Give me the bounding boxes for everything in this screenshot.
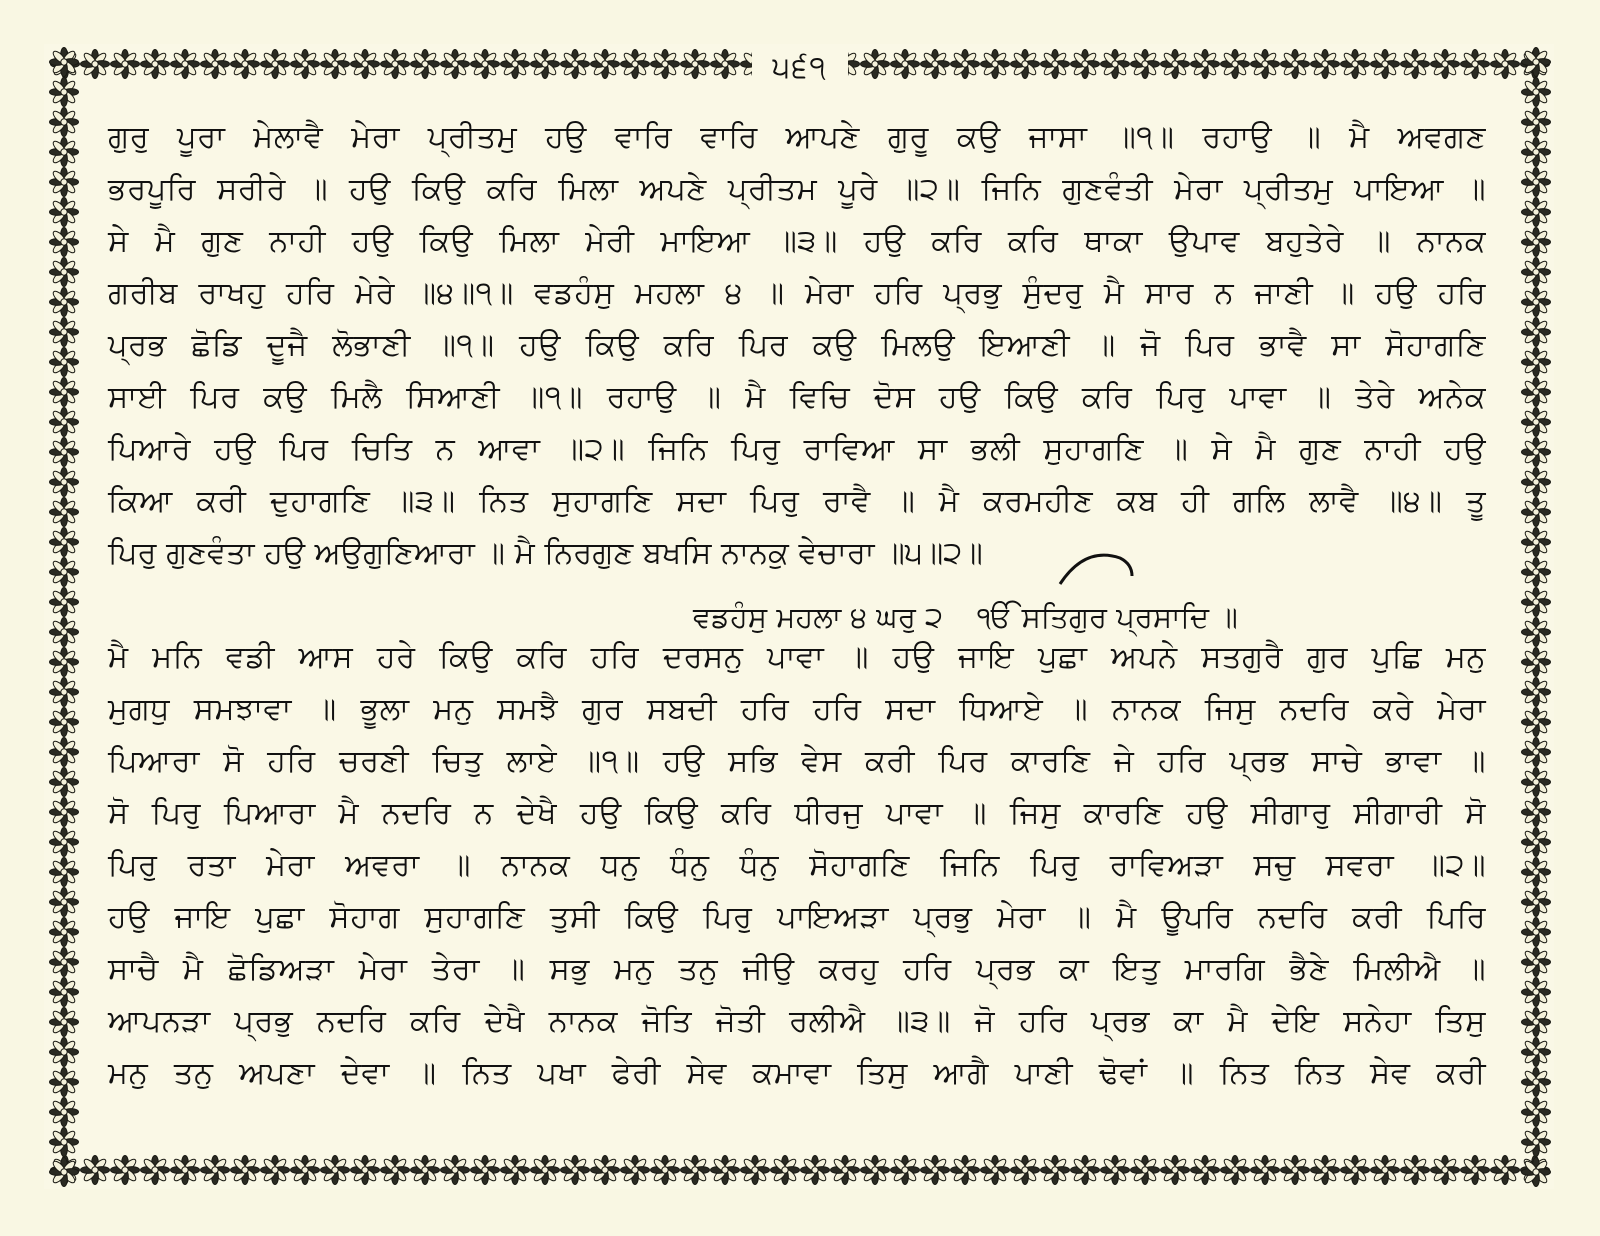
lotus-flower-icon [1522,498,1551,527]
lotus-flower-icon [81,50,110,79]
lotus-flower-icon [1341,50,1370,79]
lotus-flower-icon [1071,50,1100,79]
lotus-flower-icon [50,1008,79,1037]
lotus-flower-icon [1281,50,1310,79]
lotus-flower-icon [921,1156,950,1185]
lotus-flower-icon [1522,528,1551,557]
lotus-flower-icon [1522,978,1551,1007]
lotus-flower-icon [50,468,79,497]
shabad-heading [693,594,1373,640]
lotus-flower-icon [231,1156,260,1185]
lotus-flower-icon [1522,1128,1551,1157]
lotus-flower-icon [1522,1098,1551,1127]
text-line: ਪ੍ਰਭ ਛੋਡਿ ਦੂਜੈ ਲੋਭਾਣੀ ॥੧॥ ਹਉ ਕਿਉ ਕਰਿ ਪਿਰ ਕਉ ਮਿਲਉ ਇਆਣੀ ॥ ਜੋ ਪਿਰ ਭਾਵੈ ਸਾ ਸੋਹਾਗਣਿ [108,328,1486,363]
lotus-flower-icon [891,50,920,79]
lotus-flower-icon [831,1156,860,1185]
lotus-flower-icon [50,498,79,527]
lotus-flower-icon [111,50,140,79]
lotus-flower-icon [141,1156,170,1185]
lotus-flower-icon [1522,78,1551,107]
lotus-flower-icon [591,50,620,79]
lotus-flower-icon [50,738,79,767]
border-right [1516,44,1556,1190]
lotus-flower-icon [1071,1156,1100,1185]
lotus-flower-icon [50,828,79,857]
text-line: ਪਿਰੁ ਰਤਾ ਮੇਰਾ ਅਵਰਾ ॥ ਨਾਨਕ ਧਨੁ ਧੰਨੁ ਧੰਨੁ ਸੋਹਾਗਣਿ ਜਿਨਿ ਪਿਰੁ ਰਾਵਿਅੜਾ ਸਚੁ ਸਵਰਾ ॥੨॥ [108,848,1486,883]
lotus-flower-icon [1522,768,1551,797]
lotus-flower-icon [1281,1156,1310,1185]
lotus-flower-icon [411,1156,440,1185]
lotus-flower-icon [531,1156,560,1185]
mool-mantar: ੴ ਸਤਿਗੁਰ ਪ੍ਰਸਾਦਿ ॥ [977,600,1238,634]
lotus-flower-icon [321,50,350,79]
text-line: ਗਰੀਬ ਰਾਖਹੁ ਹਰਿ ਮੇਰੇ ॥੪॥੧॥ ਵਡਹੰਸੁ ਮਹਲਾ ੪ ॥ ਮੇਰਾ ਹਰਿ ਪ੍ਰਭੁ ਸੁੰਦਰੁ ਮੈ ਸਾਰ ਨ ਜਾਣੀ ॥ ਹਉ ਹਰਿ [108,276,1486,311]
lotus-flower-icon [741,1156,770,1185]
lotus-flower-icon [951,1156,980,1185]
lotus-flower-icon [50,198,79,227]
lotus-flower-icon [50,168,79,197]
lotus-flower-icon [1522,108,1551,137]
lotus-flower-icon [1522,438,1551,467]
lotus-flower-icon [441,50,470,79]
lotus-flower-icon [651,1156,680,1185]
lotus-flower-icon [50,918,79,947]
text-line: ਮੈ ਮਨਿ ਵਡੀ ਆਸ ਹਰੇ ਕਿਉ ਕਰਿ ਹਰਿ ਦਰਸਨੁ ਪਾਵਾ ॥ ਹਉ ਜਾਇ ਪੁਛਾ ਅਪਨੇ ਸਤਗੁਰੈ ਗੁਰ ਪੁਛਿ ਮਨੁ [108,640,1486,675]
lotus-flower-icon [1522,288,1551,317]
lotus-flower-icon [231,50,260,79]
text-line: ਪਿਆਰਾ ਸੋ ਹਰਿ ਚਰਣੀ ਚਿਤੁ ਲਾਏ ॥੧॥ ਹਉ ਸਭਿ ਵੇਸ ਕਰੀ ਪਿਰ ਕਾਰਣਿ ਜੇ ਹਰਿ ਪ੍ਰਭ ਸਾਚੇ ਭਾਵਾ ॥ [108,744,1486,779]
lotus-flower-icon [1461,1156,1490,1185]
lotus-flower-icon [1011,50,1040,79]
lotus-flower-icon [381,50,410,79]
lotus-flower-icon [1131,50,1160,79]
lotus-flower-icon [291,1156,320,1185]
lotus-flower-icon [1522,1038,1551,1067]
lotus-flower-icon [501,1156,530,1185]
lotus-flower-icon [1522,318,1551,347]
lotus-flower-icon [50,768,79,797]
lotus-flower-icon [1522,48,1551,77]
text-line: ਕਿਆ ਕਰੀ ਦੁਹਾਗਣਿ ॥੩॥ ਨਿਤ ਸੁਹਾਗਣਿ ਸਦਾ ਪਿਰੁ ਰਾਵੈ ॥ ਮੈ ਕਰਮਹੀਣ ਕਬ ਹੀ ਗਲਿ ਲਾਵੈ ॥੪॥ ਤੂ [108,484,1486,519]
text-line: ਪਿਰੁ ਗੁਣਵੰਤਾ ਹਉ ਅਉਗੁਣਿਆਰਾ ॥ ਮੈ ਨਿਰਗੁਣ ਬਖਸਿ ਨਾਨਕੁ ਵੇਚਾਰਾ ॥੫॥੨॥ [108,536,983,571]
lotus-flower-icon [711,50,740,79]
lotus-flower-icon [321,1156,350,1185]
lotus-flower-icon [1371,50,1400,79]
lotus-flower-icon [50,558,79,587]
text-line: ਸਾਚੈ ਮੈ ਛੋਡਿਅੜਾ ਮੇਰਾ ਤੇਰਾ ॥ ਸਭੁ ਮਨੁ ਤਨੁ ਜੀਉ ਕਰਹੁ ਹਰਿ ਪ੍ਰਭ ਕਾ ਇਤੁ ਮਾਰਗਿ ਭੈਣੇ ਮਿਲੀਐ ॥ [108,952,1486,987]
lotus-flower-icon [621,1156,650,1185]
lotus-flower-icon [561,50,590,79]
lotus-flower-icon [561,1156,590,1185]
lotus-flower-icon [1522,168,1551,197]
lotus-flower-icon [621,50,650,79]
lotus-flower-icon [291,50,320,79]
text-line: ਸੇ ਮੈ ਗੁਣ ਨਾਹੀ ਹਉ ਕਿਉ ਮਿਲਾ ਮੇਰੀ ਮਾਇਆ ॥੩॥ ਹਉ ਕਰਿ ਕਰਿ ਥਾਕਾ ਉਪਾਵ ਬਹੁਤੇਰੇ ॥ ਨਾਨਕ [108,224,1486,259]
text-line: ਗੁਰੁ ਪੂਰਾ ਮੇਲਾਵੈ ਮੇਰਾ ਪ੍ਰੀਤਮੁ ਹਉ ਵਾਰਿ ਵਾਰਿ ਆਪਣੇ ਗੁਰੂ ਕਉ ਜਾਸਾ ॥੧॥ ਰਹਾਉ ॥ ਮੈ ਅਵਗਣ [108,120,1486,155]
lotus-flower-icon [1431,50,1460,79]
lotus-flower-icon [471,1156,500,1185]
scripture-text [108,115,1486,1115]
lotus-flower-icon [351,50,380,79]
lotus-flower-icon [1522,588,1551,617]
lotus-flower-icon [201,1156,230,1185]
lotus-flower-icon [1522,1158,1551,1187]
lotus-flower-icon [1431,1156,1460,1185]
lotus-flower-icon [1311,1156,1340,1185]
lotus-flower-icon [50,648,79,677]
lotus-flower-icon [1221,1156,1250,1185]
lotus-flower-icon [50,888,79,917]
lotus-flower-icon [1522,198,1551,227]
lotus-flower-icon [50,228,79,257]
lotus-flower-icon [50,858,79,887]
text-line: ਹਉ ਜਾਇ ਪੁਛਾ ਸੋਹਾਗ ਸੁਹਾਗਣਿ ਤੁਸੀ ਕਿਉ ਪਿਰੁ ਪਾਇਅੜਾ ਪ੍ਰਭੁ ਮੇਰਾ ॥ ਮੈ ਊਪਰਿ ਨਦਰਿ ਕਰੀ ਪਿਰਿ [108,900,1486,935]
lotus-flower-icon [1522,228,1551,257]
lotus-flower-icon [261,1156,290,1185]
lotus-flower-icon [1251,1156,1280,1185]
lotus-flower-icon [531,50,560,79]
lotus-flower-icon [50,948,79,977]
lotus-flower-icon [50,528,79,557]
page-number: ੫੬੧ [752,48,848,88]
lotus-flower-icon [981,1156,1010,1185]
lotus-flower-icon [201,50,230,79]
lotus-flower-icon [1522,408,1551,437]
lotus-flower-icon [1522,138,1551,167]
lotus-flower-icon [50,1098,79,1127]
lotus-flower-icon [1522,648,1551,677]
lotus-flower-icon [50,978,79,1007]
lotus-flower-icon [50,1158,79,1187]
lotus-flower-icon [50,1128,79,1157]
lotus-flower-icon [1522,618,1551,647]
lotus-flower-icon [1522,828,1551,857]
lotus-flower-icon [141,50,170,79]
text-line: ਮੁਗਧੁ ਸਮਝਾਵਾ ॥ ਭੂਲਾ ਮਨੁ ਸਮਝੈ ਗੁਰ ਸਬਦੀ ਹਰਿ ਹਰਿ ਸਦਾ ਧਿਆਏ ॥ ਨਾਨਕ ਜਿਸੁ ਨਦਰਿ ਕਰੇ ਮੇਰਾ [108,692,1486,727]
lotus-flower-icon [50,288,79,317]
lotus-flower-icon [1522,558,1551,587]
lotus-flower-icon [50,588,79,617]
lotus-flower-icon [50,258,79,287]
lotus-flower-icon [1522,918,1551,947]
lotus-flower-icon [171,1156,200,1185]
text-line: ਆਪਨੜਾ ਪ੍ਰਭੁ ਨਦਰਿ ਕਰਿ ਦੇਖੈ ਨਾਨਕ ਜੋਤਿ ਜੋਤੀ ਰਲੀਐ ॥੩॥ ਜੋ ਹਰਿ ਪ੍ਰਭ ਕਾ ਮੈ ਦੇਇ ਸਨੇਹਾ ਤਿਸੁ [108,1004,1486,1039]
lotus-flower-icon [1461,50,1490,79]
heading-title: ਵਡਹੰਸੁ ਮਹਲਾ ੪ ਘਰੁ ੨ [693,600,944,634]
lotus-flower-icon [681,50,710,79]
lotus-flower-icon [50,378,79,407]
lotus-flower-icon [1191,1156,1220,1185]
text-line: ਮਨੁ ਤਨੁ ਅਪਣਾ ਦੇਵਾ ॥ ਨਿਤ ਪਖਾ ਫੇਰੀ ਸੇਵ ਕਮਾਵਾ ਤਿਸੁ ਆਗੈ ਪਾਣੀ ਢੋਵਾਂ ॥ ਨਿਤ ਨਿਤ ਸੇਵ ਕਰੀ [108,1056,1486,1091]
lotus-flower-icon [50,78,79,107]
lotus-flower-icon [50,408,79,437]
lotus-flower-icon [1161,50,1190,79]
lotus-flower-icon [771,1156,800,1185]
lotus-flower-icon [1401,50,1430,79]
lotus-flower-icon [261,50,290,79]
lotus-flower-icon [381,1156,410,1185]
lotus-flower-icon [411,50,440,79]
lotus-flower-icon [1522,858,1551,887]
lotus-flower-icon [50,138,79,167]
lotus-flower-icon [50,708,79,737]
lotus-flower-icon [50,618,79,647]
lotus-flower-icon [50,318,79,347]
lotus-flower-icon [891,1156,920,1185]
tilak-arc-icon [1040,546,1150,586]
lotus-flower-icon [111,1156,140,1185]
lotus-flower-icon [50,678,79,707]
lotus-flower-icon [1522,1068,1551,1097]
lotus-flower-icon [651,50,680,79]
lotus-flower-icon [50,1038,79,1067]
text-line: ਭਰਪੂਰਿ ਸਰੀਰੇ ॥ ਹਉ ਕਿਉ ਕਰਿ ਮਿਲਾ ਅਪਣੇ ਪ੍ਰੀਤਮ ਪੂਰੇ ॥੨॥ ਜਿਨਿ ਗੁਣਵੰਤੀ ਮੇਰਾ ਪ੍ਰੀਤਮੁ ਪਾਇਆ ॥ [108,172,1486,207]
lotus-flower-icon [1522,348,1551,377]
lotus-flower-icon [351,1156,380,1185]
lotus-flower-icon [1522,378,1551,407]
lotus-flower-icon [50,48,79,77]
border-left [44,44,84,1190]
lotus-flower-icon [861,50,890,79]
lotus-flower-icon [501,50,530,79]
lotus-flower-icon [50,438,79,467]
lotus-flower-icon [1522,258,1551,287]
lotus-flower-icon [1522,888,1551,917]
lotus-flower-icon [861,1156,890,1185]
lotus-flower-icon [711,1156,740,1185]
lotus-flower-icon [171,50,200,79]
lotus-flower-icon [981,50,1010,79]
lotus-flower-icon [1522,678,1551,707]
lotus-flower-icon [1522,468,1551,497]
text-line: ਸਾਈ ਪਿਰ ਕਉ ਮਿਲੈ ਸਿਆਣੀ ॥੧॥ ਰਹਾਉ ॥ ਮੈ ਵਿਚਿ ਦੋਸ ਹਉ ਕਿਉ ਕਰਿ ਪਿਰੁ ਪਾਵਾ ॥ ਤੇਰੇ ਅਨੇਕ [108,380,1486,415]
lotus-flower-icon [1041,50,1070,79]
lotus-flower-icon [81,1156,110,1185]
lotus-flower-icon [1522,798,1551,827]
lotus-flower-icon [1011,1156,1040,1185]
lotus-flower-icon [1251,50,1280,79]
lotus-flower-icon [681,1156,710,1185]
border-bottom [44,1150,1556,1190]
lotus-flower-icon [1101,50,1130,79]
lotus-flower-icon [50,1068,79,1097]
lotus-flower-icon [1371,1156,1400,1185]
lotus-flower-icon [1311,50,1340,79]
lotus-flower-icon [1041,1156,1070,1185]
lotus-flower-icon [1522,948,1551,977]
lotus-flower-icon [50,348,79,377]
text-line: ਪਿਆਰੇ ਹਉ ਪਿਰ ਚਿਤਿ ਨ ਆਵਾ ॥੨॥ ਜਿਨਿ ਪਿਰੁ ਰਾਵਿਆ ਸਾ ਭਲੀ ਸੁਹਾਗਣਿ ॥ ਸੇ ਮੈ ਗੁਣ ਨਾਹੀ ਹਉ [108,432,1486,467]
lotus-flower-icon [1522,1008,1551,1037]
lotus-flower-icon [1522,708,1551,737]
lotus-flower-icon [1101,1156,1130,1185]
lotus-flower-icon [1161,1156,1190,1185]
lotus-flower-icon [1341,1156,1370,1185]
lotus-flower-icon [1191,50,1220,79]
lotus-flower-icon [921,50,950,79]
lotus-flower-icon [1221,50,1250,79]
lotus-flower-icon [441,1156,470,1185]
lotus-flower-icon [471,50,500,79]
lotus-flower-icon [50,798,79,827]
lotus-flower-icon [801,1156,830,1185]
lotus-flower-icon [1401,1156,1430,1185]
lotus-flower-icon [1522,738,1551,767]
lotus-flower-icon [50,108,79,137]
text-line: ਸੋ ਪਿਰੁ ਪਿਆਰਾ ਮੈ ਨਦਰਿ ਨ ਦੇਖੈ ਹਉ ਕਿਉ ਕਰਿ ਧੀਰਜੁ ਪਾਵਾ ॥ ਜਿਸੁ ਕਾਰਣਿ ਹਉ ਸੀਗਾਰੁ ਸੀਗਾਰੀ ਸੋ [108,796,1486,831]
lotus-flower-icon [1131,1156,1160,1185]
lotus-flower-icon [951,50,980,79]
lotus-flower-icon [591,1156,620,1185]
